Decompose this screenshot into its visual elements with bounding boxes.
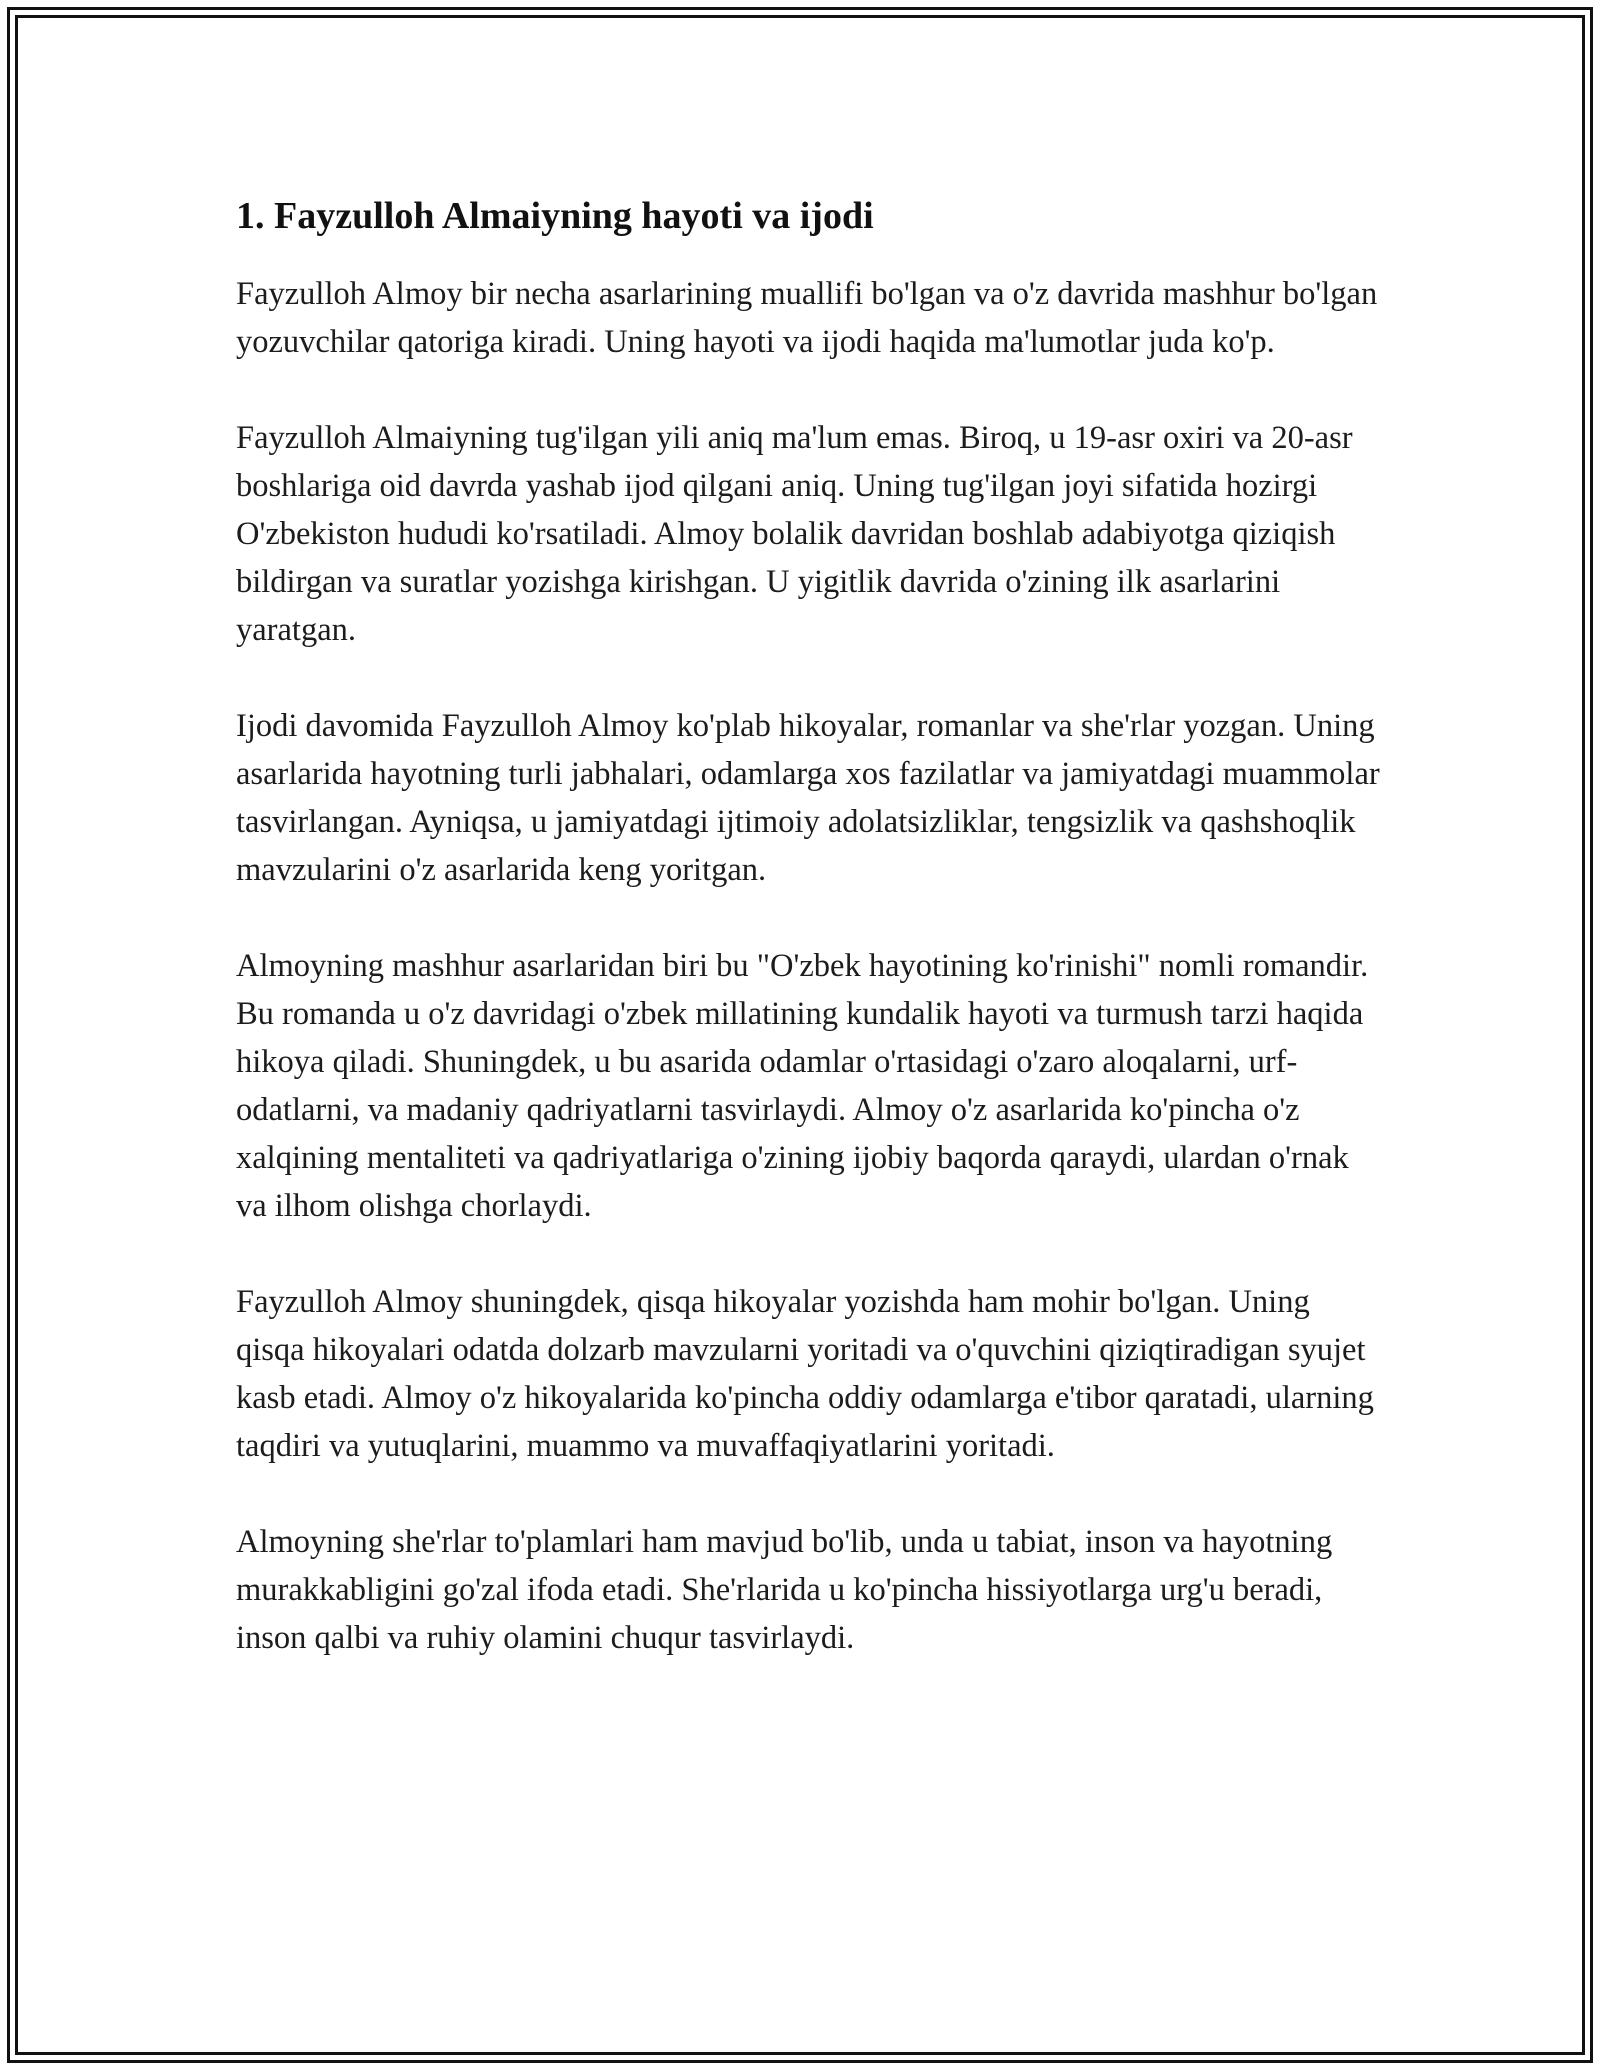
paragraph-intro: Fayzulloh Almoy bir necha asarlarining muallifi bo'lgan va o'z davrida mashhur bo'lgan yozuvchilar qatoriga kiradi. Uning hayoti va ijodi haqida ma'lumotlar juda ko'p. bbox=[236, 276, 1378, 360]
document-title: 1. Fayzulloh Almaiyning hayoti va ijodi bbox=[236, 195, 874, 237]
document-body bbox=[236, 188, 1386, 1710]
paragraph-early-life: Fayzulloh Almaiyning tug'ilgan yili aniq ma'lum emas. Biroq, u 19-asr oxiri va 20-asr boshlariga oid davrda yashab ijod qilgani aniq. Uning tug'ilgan joyi sifatida hozirgi O'zbekiston hududi ko'rsatiladi. Almoy bolalik davridan boshlab adabiyotga qiziqish bildirgan va suratlar yozishga kirishgan. U yigitlik davrida o'zining ilk asarlarini yaratgan. bbox=[236, 420, 1353, 648]
paragraph-famous-novel: Almoyning mashhur asarlaridan biri bu "O'zbek hayotining ko'rinishi" nomli romandir. Bu romanda u o'z davridagi o'zbek millatining kundalik hayoti va turmush tarzi haqida hikoya qiladi. Shuningdek, u bu asarida odamlar o'rtasidagi o'zaro aloqalarni, urf-odatlarni, va madaniy qadriyatlarni tasvirlaydi. Almoy o'z asarlarida ko'pincha o'z xalqining mentaliteti va qadriyatlariga o'zining ijobiy baqorda qaraydi, ulardan o'rnak va ilhom olishga chorlaydi. bbox=[236, 948, 1369, 1224]
paragraph-poetry: Almoyning she'rlar to'plamlari ham mavjud bo'lib, unda u tabiat, inson va hayotning murakkabligini go'zal ifoda etadi. She'rlarida u ko'pincha hissiyotlarga urg'u beradi, inson qalbi va ruhiy olamini chuqur tasvirlaydi. bbox=[236, 1524, 1333, 1656]
paragraph-short-stories: Fayzulloh Almoy shuningdek, qisqa hikoyalar yozishda ham mohir bo'lgan. Uning qisqa hikoyalari odatda dolzarb mavzularni yoritadi va o'quvchini qiziqtiradigan syujet kasb etadi. Almoy o'z hikoyalarida ko'pincha oddiy odamlarga e'tibor qaratadi, ularning taqdiri va yutuqlarini, muammo va muvaffaqiyatlarini yoritadi. bbox=[236, 1284, 1374, 1464]
paragraph-works-overview: Ijodi davomida Fayzulloh Almoy ko'plab hikoyalar, romanlar va she'rlar yozgan. Uning asarlarida hayotning turli jabhalari, odamlarga xos fazilatlar va jamiyatdagi muammolar tasvirlangan. Ayniqsa, u jamiyatdagi ijtimoiy adolatsizliklar, tengsizlik va qashshoqlik mavzularini o'z asarlarida keng yoritgan. bbox=[236, 708, 1380, 888]
